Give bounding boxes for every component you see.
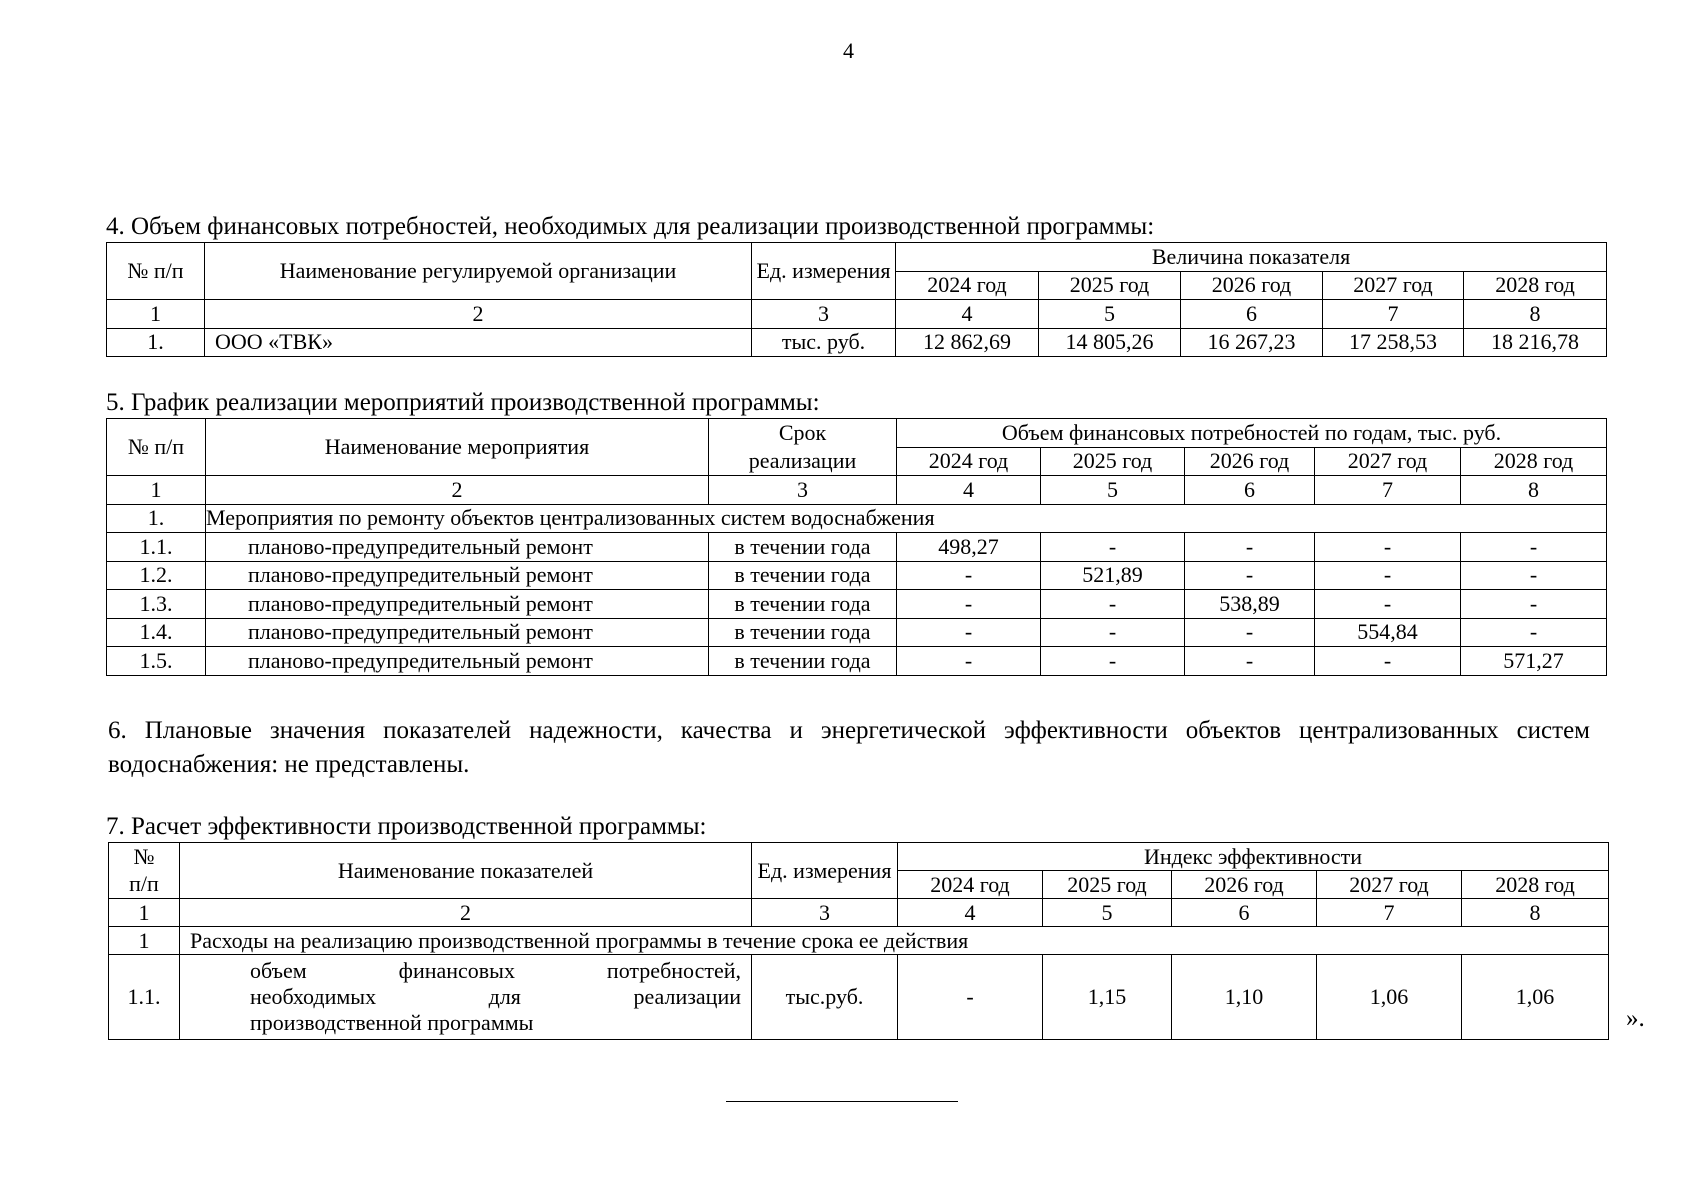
footer-divider [726, 1101, 958, 1102]
term: в течении года [709, 618, 897, 647]
header-year: 2024 год [896, 271, 1039, 300]
column-number: 3 [709, 476, 897, 505]
value-cell: - [1461, 618, 1607, 647]
section-7-title: 7. Расчет эффективности производственной программы: [106, 813, 707, 840]
value-cell: - [1461, 533, 1607, 562]
indicator-name [180, 955, 752, 1040]
table-row [107, 328, 1607, 357]
header-num: № п/п [107, 419, 206, 476]
column-number: 1 [109, 899, 180, 927]
unit: тыс.руб. [752, 955, 898, 1040]
group-label: Мероприятия по ремонту объектов централизованных систем водоснабжения [206, 504, 1607, 533]
column-number: 1 [107, 476, 206, 505]
table-row [109, 955, 1609, 1040]
header-year: 2027 год [1323, 271, 1464, 300]
value-cell: - [1315, 590, 1461, 619]
value-cell: - [1041, 533, 1185, 562]
term: в течении года [709, 647, 897, 676]
column-number: 2 [205, 300, 752, 329]
table-row [107, 590, 1607, 619]
column-number: 6 [1172, 899, 1317, 927]
section-5-title: 5. График реализации мероприятий производственной программы: [106, 389, 820, 416]
group-num: 1. [107, 504, 206, 533]
column-number-row [109, 899, 1609, 927]
value-cell: - [897, 590, 1041, 619]
header-year: 2027 год [1317, 871, 1462, 899]
column-number: 6 [1185, 476, 1315, 505]
table-row [107, 618, 1607, 647]
column-number: 4 [896, 300, 1039, 329]
column-number: 2 [180, 899, 752, 927]
header-year: 2026 год [1172, 871, 1317, 899]
org-name: ООО «ТВК» [205, 328, 752, 357]
header-year: 2026 год [1181, 271, 1323, 300]
term: в течении года [709, 590, 897, 619]
unit: тыс. руб. [752, 328, 896, 357]
column-number: 4 [898, 899, 1043, 927]
activity-name: планово-предупредительный ремонт [206, 647, 709, 676]
value-cell: 1,15 [1043, 955, 1172, 1040]
value-cell: - [897, 647, 1041, 676]
page-number: 4 [843, 38, 854, 63]
term: в течении года [709, 533, 897, 562]
column-number-row [107, 300, 1607, 329]
value-cell: - [897, 618, 1041, 647]
value-cell: - [1315, 533, 1461, 562]
header-indicator-name: Наименование показателей [180, 843, 752, 899]
column-number-row [107, 476, 1607, 505]
row-num: 1.4. [107, 618, 206, 647]
header-unit: Ед. измерения [752, 243, 896, 300]
table-row [107, 561, 1607, 590]
header-year: 2024 год [897, 447, 1041, 476]
value-cell: - [898, 955, 1043, 1040]
value-cell: - [1185, 618, 1315, 647]
header-year: 2024 год [898, 871, 1043, 899]
value-cell: - [1041, 647, 1185, 676]
column-number: 7 [1323, 300, 1464, 329]
activity-name: планово-предупредительный ремонт [206, 590, 709, 619]
value-cell: 498,27 [897, 533, 1041, 562]
value-cell: 1,06 [1462, 955, 1609, 1040]
closing-quote: ». [1626, 1005, 1645, 1032]
header-year: 2028 год [1462, 871, 1609, 899]
header-value-group: Индекс эффективности [898, 843, 1609, 871]
column-number: 8 [1464, 300, 1607, 329]
value-cell: 1,10 [1172, 955, 1317, 1040]
value-cell: 16 267,23 [1181, 328, 1323, 357]
value-cell: - [1185, 533, 1315, 562]
table-row [107, 533, 1607, 562]
header-unit: Ед. измерения [752, 843, 898, 899]
column-number: 8 [1461, 476, 1607, 505]
header-num: № п/п [107, 243, 205, 300]
header-year: 2025 год [1039, 271, 1181, 300]
row-num: 1.1. [107, 533, 206, 562]
header-num: № [109, 843, 180, 871]
column-number: 1 [107, 300, 205, 329]
section-4-title: 4. Объем финансовых потребностей, необходимых для реализации производственной программы: [106, 213, 1155, 240]
efficiency-table [108, 842, 1609, 1040]
header-year: 2025 год [1041, 447, 1185, 476]
group-row [109, 927, 1609, 955]
value-cell: 571,27 [1461, 647, 1607, 676]
group-num: 1 [109, 927, 180, 955]
row-num: 1. [107, 328, 205, 357]
group-label: Расходы на реализацию производственной программы в течение срока ее действия [180, 927, 1609, 955]
column-number: 5 [1043, 899, 1172, 927]
column-number: 3 [752, 300, 896, 329]
header-activity-name: Наименование мероприятия [206, 419, 709, 476]
column-number: 5 [1041, 476, 1185, 505]
header-year: 2027 год [1315, 447, 1461, 476]
column-number: 2 [206, 476, 709, 505]
header-year: 2028 год [1461, 447, 1607, 476]
activity-name: планово-предупредительный ремонт [206, 533, 709, 562]
header-num-line2: п/п [109, 871, 180, 899]
activity-name: планово-предупредительный ремонт [206, 561, 709, 590]
header-value-group: Величина показателя [896, 243, 1607, 272]
row-num: 1.2. [107, 561, 206, 590]
column-number: 4 [897, 476, 1041, 505]
header-value-group: Объем финансовых потребностей по годам, тыс. руб. [897, 419, 1607, 448]
column-number: 8 [1462, 899, 1609, 927]
value-cell: - [1041, 618, 1185, 647]
column-number: 7 [1317, 899, 1462, 927]
header-year: 2025 год [1043, 871, 1172, 899]
value-cell: - [1315, 561, 1461, 590]
indicator-name-line: необходимых для реализации [250, 984, 741, 1009]
value-cell: 14 805,26 [1039, 328, 1181, 357]
column-number: 7 [1315, 476, 1461, 505]
value-cell: 18 216,78 [1464, 328, 1607, 357]
row-num: 1.3. [107, 590, 206, 619]
activity-name: планово-предупредительный ремонт [206, 618, 709, 647]
value-cell: - [1315, 647, 1461, 676]
schedule-table [106, 418, 1607, 676]
row-num: 1.5. [107, 647, 206, 676]
value-cell: 538,89 [1185, 590, 1315, 619]
section-6-text: 6. Плановые значения показателей надежности, качества и энергетической эффективности объектов централизованных систем водоснабжения: не представлены. [108, 717, 1590, 778]
column-number: 6 [1181, 300, 1323, 329]
value-cell: 17 258,53 [1323, 328, 1464, 357]
header-term-line2: реализации [709, 447, 897, 476]
indicator-name-line: производственной программы [250, 1010, 534, 1035]
header-year: 2028 год [1464, 271, 1607, 300]
value-cell: - [1185, 647, 1315, 676]
value-cell: - [1041, 590, 1185, 619]
value-cell: - [897, 561, 1041, 590]
financial-needs-table [106, 242, 1607, 357]
value-cell: 1,06 [1317, 955, 1462, 1040]
header-org-name: Наименование регулируемой организации [205, 243, 752, 300]
value-cell: 521,89 [1041, 561, 1185, 590]
term: в течении года [709, 561, 897, 590]
indicator-name-line: объем финансовых потребностей, [250, 958, 741, 983]
value-cell: - [1461, 590, 1607, 619]
value-cell: 554,84 [1315, 618, 1461, 647]
table-row [107, 647, 1607, 676]
column-number: 3 [752, 899, 898, 927]
row-num: 1.1. [109, 955, 180, 1040]
header-year: 2026 год [1185, 447, 1315, 476]
value-cell: - [1185, 561, 1315, 590]
group-row [107, 504, 1607, 533]
column-number: 5 [1039, 300, 1181, 329]
header-term: Срок [709, 419, 897, 448]
value-cell: 12 862,69 [896, 328, 1039, 357]
value-cell: - [1461, 561, 1607, 590]
